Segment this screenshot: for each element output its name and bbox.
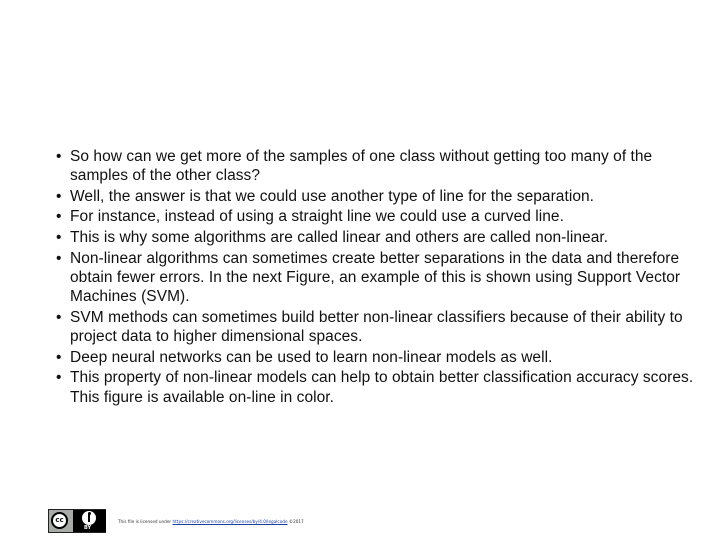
bullet-text: Well, the answer is that we could use another type of line for the separation. [70,187,595,205]
license-text [118,519,304,524]
bullet-item [56,207,696,226]
bullet-text: Deep neural networks can be used to learn non-linear models as well. [70,348,553,366]
cc-logo: cc [51,512,68,529]
bullet-item [56,348,696,367]
bullet-list [56,147,696,408]
bullet-symbol: • [56,229,62,247]
bullet-symbol: • [56,148,62,165]
bullet-symbol: • [56,249,62,267]
license-prefix: This file is licensed under [118,518,172,524]
creative-commons-by-icon[interactable] [48,509,106,533]
bullet-item [56,308,696,347]
bullet-text: So how can we get more of the samples of one class without getting too many of the samples of the other class? [70,148,653,185]
license-suffix: ©2017 [288,518,304,524]
bullet-symbol: • [56,187,62,205]
bullet-item [56,228,696,247]
bullet-symbol: • [56,348,62,366]
bullet-item [56,249,696,307]
bullet-item [56,187,696,206]
bullet-item [56,368,696,407]
bullet-text: This is why some algorithms are called linear and others are called non-linear. [70,229,609,247]
license-link[interactable]: https://creativecommons.org/licenses/by/4.0/legalcode [172,518,288,524]
bullet-text: SVM methods can sometimes build better non-linear classifiers because of their ability to project data to higher dimensional spaces. [70,308,683,346]
bullet-symbol: • [56,308,62,326]
bullet-text: This property of non-linear models can help to obtain better classification accuracy scores. This figure is available on-line in color. [70,369,694,406]
bullet-text: Non-linear algorithms can sometimes create better separations in the data and therefore obtain fewer errors. In the next Figure, an example of this is shown using Support Vector Machines (SVM). [70,249,681,306]
bullet-symbol: • [56,369,62,387]
bullet-text: For instance, instead of using a straight line we could use a curved line. [70,208,564,226]
by-label: BY [84,525,92,531]
license-footer [48,508,304,534]
attribution-person-icon [88,514,90,522]
bullet-item [56,147,696,186]
bullet-symbol: • [56,208,62,226]
